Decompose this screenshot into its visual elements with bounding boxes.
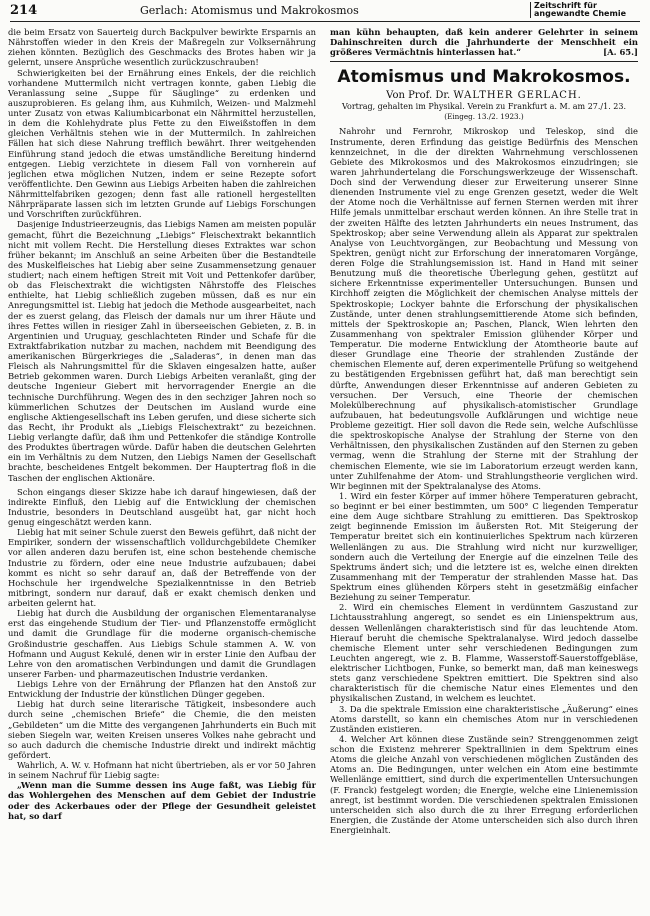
page-header (10, 3, 640, 22)
paragraph: Liebig hat mit seiner Schule zuerst den Beweis geführt, daß nicht der Empiriker, sondern der wissenschaftlich volldurchgebildete Chemiker vor allen anderen dazu berufen ist, eine schon bestehende chemische Industrie zu fördern, oder eine neue Industrie aufzubauen; dabei kommt es nicht so sehr darauf an, daß der Betreffende von der Hochschule her irgendwelche Spezialkenntnisse in den Betrieb mitbringt, sondern nur darauf, daß er exakt chemisch denken und arbeiten gelernt hat. (8, 527, 316, 608)
paragraph: 2. Wird ein chemisches Element in verdünntem Gaszustand zur Lichtausstrahlung angeregt, so sendet es ein Linienspektrum aus, dessen Wellenlängen charakteristisch sind für das leuchtende Atom. Hierauf beruht die chemische Spektralanalyse. Wird jedoch dasselbe chemische Element unter sehr verschiedenen Bedingungen zum Leuchten angeregt, wie z. B. Flamme, Wasserstoff-Sauerstoffgebläse, elektrischer Lichtbogen, Funke, so bemerkt man, daß man keineswegs stets ganz verschiedene Spektren emittiert. Die Spektren sind also charakteristisch für die chemische Natur eines Elementes und den physikalischen Zustand, in welchem es leuchtet. (330, 602, 638, 704)
paragraph: Schwierigkeiten bei der Ernährung eines Enkels, der die reichlich vorhandene Muttermilch nicht vertragen konnte, gaben Liebig die Veranlassung seine „Suppe für Säuglinge“ zu erdenken und auszuprobieren. Es gelang ihm, aus Kuhmilch, Weizen- und Malzmehl unter Zusatz von etwas Kaliumbicarbonat ein Nährmittel herzustellen, in dem die Kohlehydrate plus Fette zu den Eiweißstoffen in dem gleichen Verhältnis stehen wie in der Muttermilch. In zahlreichen Fällen hat sich diese Nahrung trefflich bewährt. Ihrer weitgehenden Einführung stand jedoch die etwas umständliche Bereitung hindernd entgegen. Liebig verzichtete in diesem Fall von vornherein auf jeglichen etwa möglichen Nutzen, indem er seine Rezepte sofort veröffentlichte. Den Gewinn aus Liebigs Arbeiten haben die zahlreichen Nährmittelfabriken gezogen; denn fast alle rationell hergestellten Nährpräparate lassen sich im letzten Grunde auf Liebigs Forschungen und Vorschriften zurückführen. (8, 67, 316, 220)
paragraph: 4. Welcher Art können diese Zustände sein? Strenggenommen zeigt schon die Existenz mehrerer Spektrallinien in dem Spektrum eines Atoms die gleiche Anzahl von verschiedenen möglichen Zuständen des Atoms an. Die Bedingungen, unter welchen ein Atom eine bestimmte Wellenlänge emittiert, sind durch die experimentellen Untersuchungen (F. Franck) festgelegt worden; die Energie, welche eine Linienemission anregt, ist bestimmt worden. Die verschiedenen spektralen Emissionen unterscheiden sich also durch die zu ihrer Erregung erforderlichen Energien, die Zustände der Atome unterscheiden sich also durch ihren Energieinhalt. (330, 733, 638, 835)
journal-line-2: angewandte Chemie (534, 9, 626, 18)
right-column (330, 27, 638, 911)
author-name: WALTHER GERLACH. (453, 90, 582, 102)
paragraph: 1. Wird ein fester Körper auf immer höhere Temperaturen gebracht, so beginnt er bei einer bestimmten, um 500° C liegenden Temperatur eine dem Auge sichtbare Strahlung zu emittieren. Das Spektroskop zeigt beginnende Emission im äußersten Rot. Mit Steigerung der Temperatur breitet sich ein kontinuierliches Spektrum nach kürzeren Wellenlängen zu aus. Die Strahlung wird nicht nur kurzwelliger, sondern auch die Verteilung der Energie auf die einzelnen Teile des Spektrums ändert sich; und die letztere ist es, welche einen direkten Zusammenhang mit der Temperatur der strahlenden Masse hat. Das Spektrum eines glühenden Körpers steht in gesetzmäßig einfacher Beziehung zu seiner Temperatur. (330, 490, 638, 603)
author-prefix: Von Prof. Dr. (386, 90, 451, 102)
left-column (8, 27, 316, 911)
quote-paragraph: „Wenn man die Summe dessen ins Auge faßt, was Liebig für das Wohlergehen des Menschen auf dem Gebiet der Industrie oder des Ackerbaues oder der Pflege der Gesundheit geleistet hat, so darf (8, 780, 316, 821)
paragraph: Liebig hat durch seine literarische Tätigkeit, insbesondere auch durch seine „chemischen Briefe“ die Chemie, die den meisten „Gebildeten“ um die Mitte des vergangenen Jahrhunderts ein Buch mit sieben Siegeln war, weiten Kreisen unseres Volkes nahe gebracht und so auch dadurch die chemische Industrie direkt und indirekt mächtig gefördert. (8, 699, 316, 760)
paragraph: Liebig hat durch die Ausbildung der organischen Elementaranalyse erst das eingehende Studium der Tier- und Pflanzenstoffe ermöglicht und damit die Grundlage für die moderne organisch-chemische Großindustrie geschaffen. Aus Liebigs Schule stammen A. W. von Hofmann und August Kekulé, denen wir in erster Linie den Aufbau der Lehre von den aromatischen Verbindungen und damit die Grundlagen unserer Farben- und pharmazeutischen Industrie verdanken. (8, 608, 316, 679)
author-line (330, 90, 638, 102)
article-title: Atomismus und Makrokosmos. (337, 67, 631, 88)
quote-text: man kühn behaupten, daß kein anderer Gelehrter in seinem Dahinschreiten durch die Jahrhunderte der Menschheit ein größeres Vermächtnis hinterlassen hat.“ (330, 27, 638, 58)
paragraph: 3. Da die spektrale Emission eine charakteristische „Äußerung“ eines Atoms darstellt, so kann ein chemisches Atom nur in verschiedenen Zuständen existieren. (330, 703, 638, 734)
page-number: 214 (10, 3, 38, 18)
running-title: Gerlach: Atomismus und Makrokosmos (140, 4, 359, 17)
paragraph: Schon eingangs dieser Skizze habe ich darauf hingewiesen, daß der indirekte Einfluß, den Liebig auf die Entwicklung der chemischen Industrie, besonders in Deutschland ausgeübt hat, gar nicht hoch genug eingeschätzt werden kann. (8, 486, 316, 527)
paragraph: Wahrlich, A. W. v. Hofmann hat nicht übertrieben, als er vor 50 Jahren in seinem Nachruf für Liebig sagte: (8, 760, 316, 781)
quote-continuation (330, 27, 638, 57)
section-divider (330, 61, 638, 62)
journal-line-1: Zeitschrift für (534, 1, 597, 10)
lecture-note: Vortrag, gehalten im Physikal. Verein zu Frankfurt a. M. am 27./1. 23. (341, 102, 627, 112)
paragraph: Dasjenige Industrieerzeugnis, das Liebigs Namen am meisten populär gemacht, führt die Bezeichnung „Liebigs“ Fleischextrakt bekanntlich nicht mit vollem Recht. Die Herstellung dieses Extraktes war schon früher bekannt; im Anschluß an seine Arbeiten über die Bestandteile des Muskelfleisches hat Liebig aber seine Zusammensetzung genauer studiert; nach einem heftigen Streit mit Voit und Pettenkofer darüber, ob das Fleischextrakt die wichtigsten Nährstoffe des Fleisches enthielte, hat Liebig schließlich zugeben müssen, daß es nur ein Anregungsmittel ist. Liebig hat jedoch die Methode ausgearbeitet, nach der es zuerst gelang, das Fleisch der damals nur um ihrer Häute und ihres Fettes willen in riesiger Zahl in überseeischen Gebieten, z. B. in Argentinien und Uruguay, geschlachteten Rinder und Schafe für die Extraktfabrikation nutzbar zu machen, nachdem mit Beendigung des amerikanischen Bürgerkrieges die „Saladeras“, in denen man das Fleisch als Nahrungsmittel für die Sklaven eingesalzen hatte, außer Betrieb gekommen waren. Durch Liebigs Arbeiten veranlaßt, ging der deutsche Ingenieur Giebert mit hervorragender Energie an die technische Durchführung. Wegen des in den sechziger Jahren noch so kümmerlichen Schutzes der Deutschen im Ausland wurde eine englische Aktiengesellschaft ins Leben gerufen, und diese sicherte sich das Recht, ihr Produkt als „Liebigs Fleischextrakt“ zu bezeichnen. Liebig verlangte dafür, daß ihm und Pettenkofer die ständige Kontrolle des Produktes übertragen würde. Dafür haben die deutschen Gelehrten ein im Verhältnis zu dem Nutzen, den Liebigs Namen der Gesellschaft brachte, bescheidenes Entgelt bekommen. Der Hauptertrag floß in die Taschen der englischen Aktionäre. (8, 219, 316, 483)
paragraph: Liebigs Lehre von der Ernährung der Pflanzen hat den Anstoß zur Entwicklung der Industrie der künstlichen Dünger gegeben. (8, 679, 316, 700)
paragraph: die beim Ersatz von Sauerteig durch Backpulver bewirkte Ersparnis an Nährstoffen wieder in den Kreis der Maßregeln zur Volksernährung ziehen könnten. Bezüglich des Geschmacks des Brotes haben wir ja gelernt, unsere Ansprüche wesentlich zurückzuschrauben! (8, 27, 316, 68)
reference-tag: [A. 65.] (603, 47, 638, 58)
received-date: (Eingeg. 13./2. 1923.) (444, 112, 524, 122)
journal-name (530, 2, 640, 18)
paragraph: Nahrohr und Fernrohr, Mikroskop und Teleskop, sind die Instrumente, deren Erfindung das geistige Bedürfnis des Menschen kennzeichnet, in die der direkten Wahrnehmung verschlossenen Gebiete des Mikrokosmos und des Makrokosmos einzudringen; sie waren jahrhundertelang die Forschungswerkzeuge der Wissenschaft. Doch sind der Verwendung dieser zur Erweiterung unserer Sinne dienenden Instrumente viel zu enge Grenzen gesetzt, weder die Welt der Atome noch die Verhältnisse auf fernen Sternen werden mit ihrer Hilfe jemals unmittelbar erschaut werden können. An ihre Stelle trat in der zweiten Hälfte des letzten Jahrhunderts ein neues Instrument, das Spektroskop; aber seine Verwendung allein als Apparat zur spektralen Analyse von Leuchtvorgängen, zur Beobachtung und Messung von Spektren, genügt nicht zur Erforschung der inneratomaren Vorgänge, deren Folge die Strahlungsemission ist. Hand in Hand mit seiner Benutzung muß die theoretische Überlegung gehen, gestützt auf sichere Erkenntnisse experimenteller Untersuchungen. Bunsen und Kirchhoff zeigten die Möglichkeit der chemischen Analyse mittels der Spektroskopie; Lockyer bahnte die Erforschung der physikalischen Zustände, unter denen strahlungsemittierende Atome sich befinden, mittels der Spektroskopie an; Paschen, Planck, Wien lehrten den Zusammenhang von spektraler Emission glühender Körper und Temperatur. Die moderne Entwicklung der Atomtheorie baute auf dieser Grundlage eine Theorie der strahlenden Zustände der chemischen Elemente auf, deren experimentelle Prüfung so weitgehend zu bestätigenden Ergebnissen geführt hat, daß man berechtigt sein dürfte, Anwendungen dieser Erkenntnisse auf anderen Gebieten zu versuchen. Der Versuch, eine Theorie der chemischen Molekülberechnung auf physikalisch-atomistischer Grundlage aufzubauen, hat bedeutungsvolle Aufklärungen und wichtige neue Probleme gezeitigt. Hier soll davon die Rede sein, welche Aufschlüsse die spektroskopische Analyse der Strahlung der Sterne von den Verhältnissen, den physikalischen Zuständen auf den Sternen zu geben vermag, wenn die Strahlung der Sterne mit der Strahlung der chemischen Elemente, wie sie im Laboratorium erzeugt werden kann, unter Zuhilfenahme der Atom- und Strahlungstheorie verglichen wird. Wir beginnen mit der Spektralanalyse des Atoms. (330, 126, 638, 491)
